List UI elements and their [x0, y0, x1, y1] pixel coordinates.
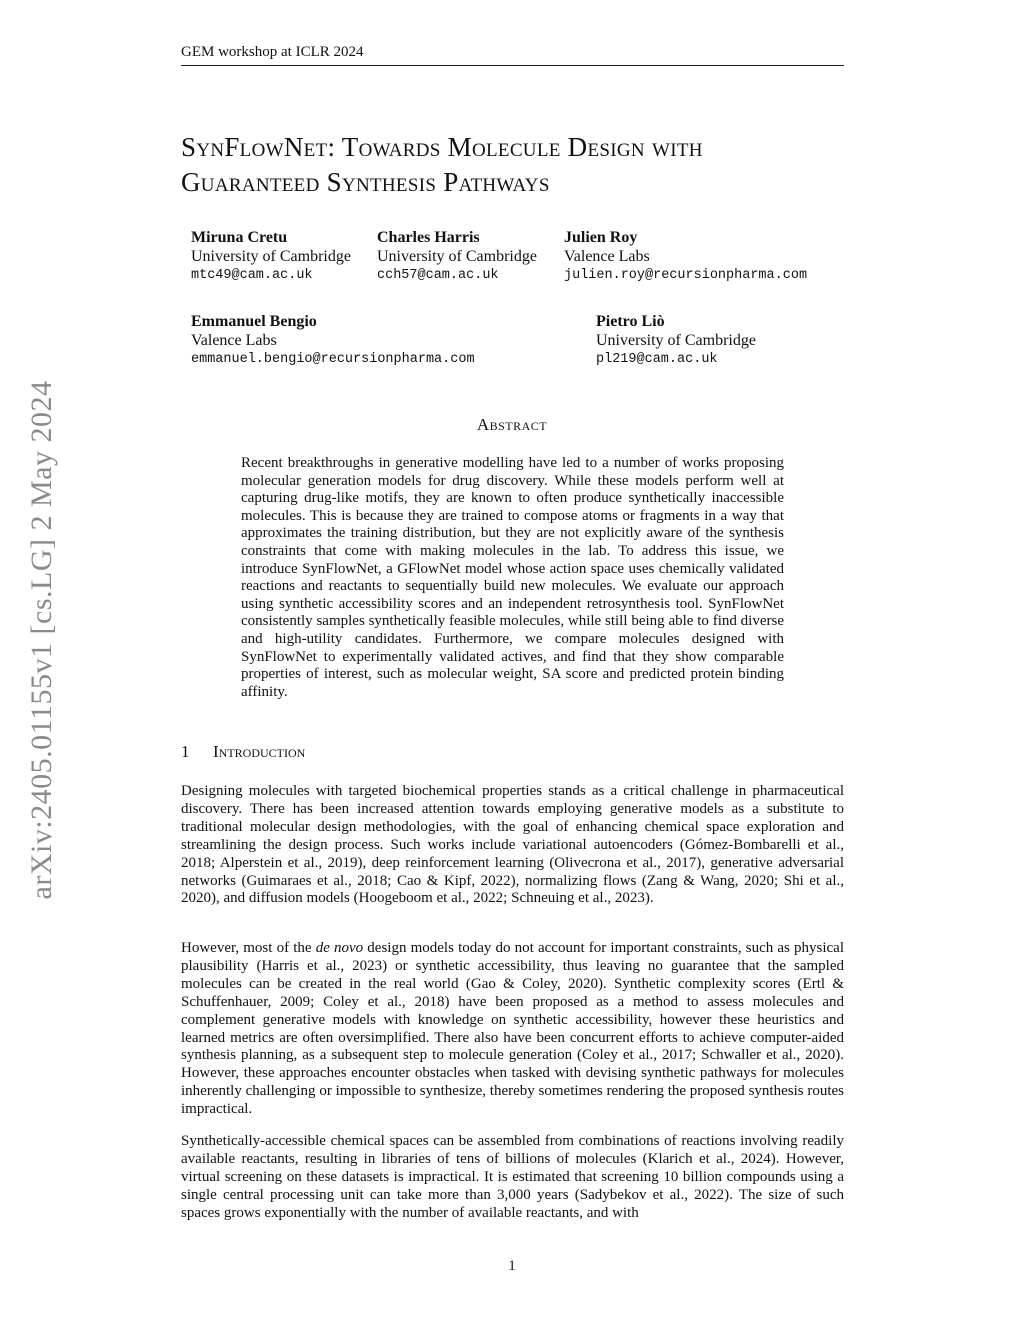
author-name: Charles Harris	[377, 229, 480, 246]
arxiv-watermark: arXiv:2405.01155v1 [cs.LG] 2 May 2024	[25, 380, 58, 900]
author-block	[191, 312, 475, 369]
paragraph-text: design models today do not account for important constraints, such as physical plausibility (Harris et al., 2023) or synthetic accessibility, thus leaving no guarantee that the sampled molecules can be created in the real world (Gao & Coley, 2020). Synthetic complexity scores (Ertl & Schuffenhauer, 2009; Coley et al., 2018) have been proposed as a method to assess molecules and complement generative models with knowledge on synthetic accessibility, however these heuristics and learned metrics are often oversimplified. There also have been concurrent efforts to achieve computer-aided synthesis planning, as a subsequent step to molecule generation (Coley et al., 2017; Schwaller et al., 2020). However, these approaches encounter obstacles when tasked with devising synthetic pathways for molecules inherently challenging or impossible to synthesize, thereby sometimes rendering the proposed synthesis routes impractical.	[181, 940, 844, 1118]
title-line-2: Guaranteed Synthesis Pathways	[181, 167, 550, 197]
author-email[interactable]: mtc49@cam.ac.uk	[191, 268, 313, 283]
author-name: Emmanuel Bengio	[191, 313, 317, 330]
author-affiliation: University of Cambridge	[191, 248, 351, 265]
emphasis-text: de novo	[315, 940, 364, 956]
author-email[interactable]: pl219@cam.ac.uk	[596, 352, 718, 367]
section-title: Introduction	[213, 742, 306, 761]
author-block	[377, 228, 537, 285]
section-number: 1	[181, 742, 190, 761]
header-rule	[181, 65, 844, 66]
paper-title	[181, 130, 861, 200]
author-name: Julien Roy	[564, 229, 638, 246]
running-header: GEM workshop at ICLR 2024	[181, 44, 364, 60]
title-line-1: SynFlowNet: Towards Molecule Design with	[181, 132, 703, 162]
author-affiliation: Valence Labs	[191, 332, 277, 349]
abstract-text: Recent breakthroughs in generative modelling have led to a number of works proposing molecular generation models for drug discovery. While these models perform well at capturing drug-like motifs, they are known to often produce synthetically inaccessible molecules. This is because they are trained to compose atoms or fragments in a way that approximates the training distribution, but they are not explicitly aware of the synthesis constraints that come with making molecules in the lab. To address this issue, we introduce SynFlowNet, a GFlowNet model whose action space uses chemically validated reactions and reactants to sequentially build new molecules. We evaluate our approach using synthetic accessibility scores and an independent retrosynthesis tool. SynFlowNet consistently samples synthetically feasible molecules, while still being able to find diverse and high-utility candidates. Furthermore, we compare molecules designed with SynFlowNet to experimentally validated actives, and find that they show comparable properties of interest, such as molecular weight, SA score and predicted protein binding affinity.	[241, 455, 784, 700]
intro-paragraph-2	[181, 940, 844, 1119]
author-affiliation: University of Cambridge	[377, 248, 537, 265]
author-block	[596, 312, 756, 369]
author-affiliation: University of Cambridge	[596, 332, 756, 349]
intro-paragraph-1: Designing molecules with targeted biochemical properties stands as a critical challenge in pharmaceutical discovery. There has been increased attention towards employing generative models as a substitute to traditional molecular design methodologies, with the goal of enhancing chemical space exploration and streamlining the design process. Such works include variational autoencoders (Gómez-Bombarelli et al., 2018; Alperstein et al., 2019), deep reinforcement learning (Olivecrona et al., 2017), generative adversarial networks (Guimaraes et al., 2018; Cao & Kipf, 2022), normalizing flows (Zang & Wang, 2020; Shi et al., 2020), and diffusion models (Hoogeboom et al., 2022; Schneuing et al., 2023).	[181, 783, 844, 907]
author-email[interactable]: emmanuel.bengio@recursionpharma.com	[191, 352, 475, 367]
author-block	[564, 228, 807, 285]
intro-paragraph-3: Synthetically-accessible chemical spaces can be assembled from combinations of reactions involving readily available reactants, resulting in libraries of tens of billions of molecules (Klarich et al., 2024). However, virtual screening on these datasets is impractical. It is estimated that screening 10 billion compounds using a single central processing unit can take more than 3,000 years (Sadybekov et al., 2022). The size of such spaces grows exponentially with the number of available reactants, and with	[181, 1133, 844, 1221]
author-email[interactable]: cch57@cam.ac.uk	[377, 268, 499, 283]
author-affiliation: Valence Labs	[564, 248, 650, 265]
author-name: Pietro Liò	[596, 313, 665, 330]
author-block	[191, 228, 351, 285]
abstract-heading: Abstract	[476, 415, 548, 434]
page-number: 1	[508, 1258, 516, 1274]
author-email[interactable]: julien.roy@recursionpharma.com	[564, 268, 808, 283]
paragraph-text: However, most of the	[181, 940, 316, 956]
section-heading	[181, 742, 305, 762]
author-name: Miruna Cretu	[191, 229, 288, 246]
